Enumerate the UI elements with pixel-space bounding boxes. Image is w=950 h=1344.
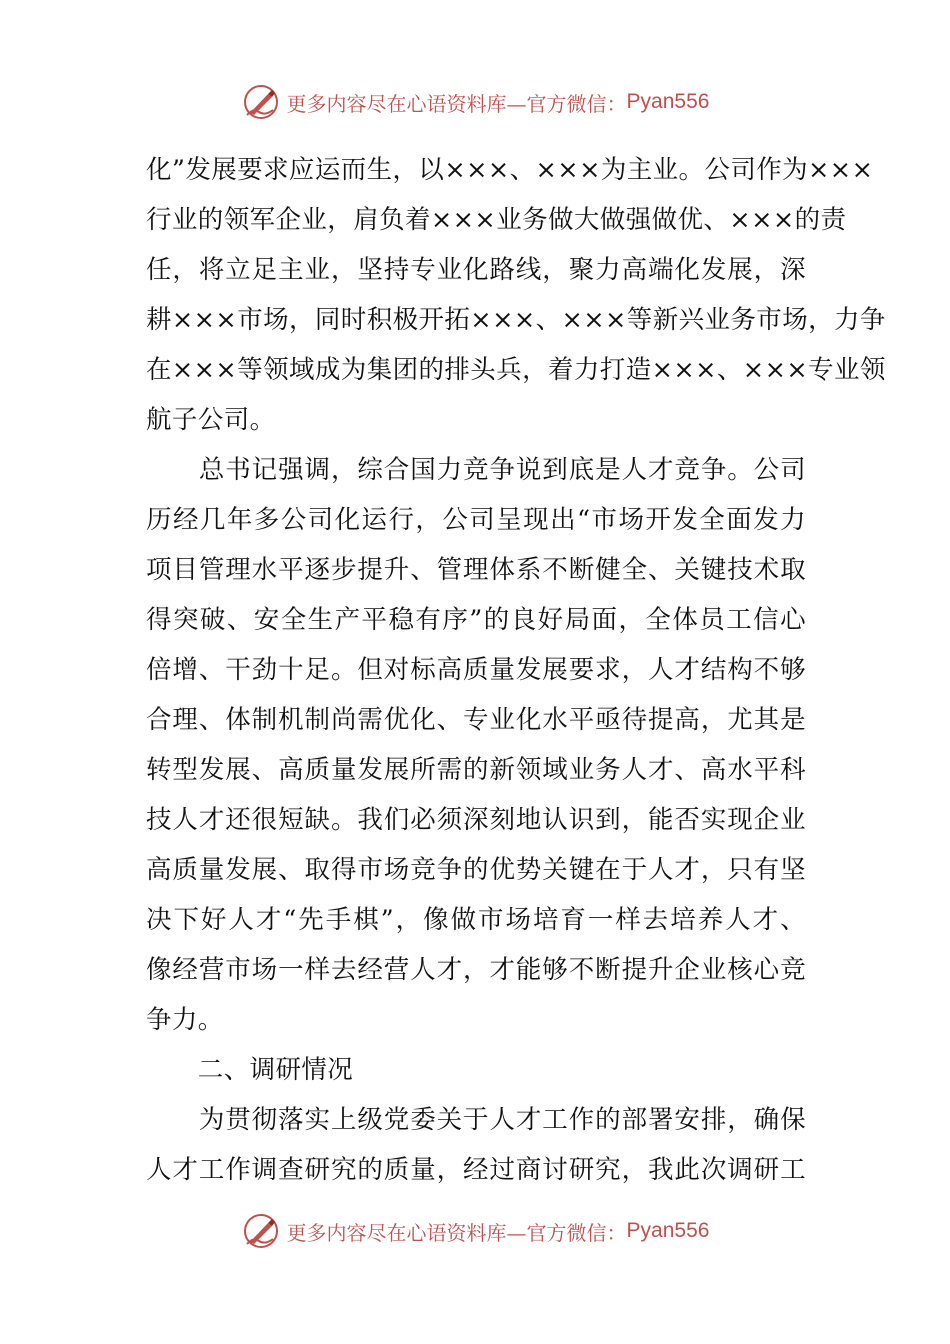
text-line: 转型发展、高质量发展所需的新领域业务人才、高水平科 [146, 755, 806, 785]
text-line: 总书记强调，综合国力竞争说到底是人才竞争。公司 [146, 455, 806, 485]
text-line: 为贯彻落实上级党委关于人才工作的部署安排，确保 [146, 1105, 806, 1135]
text-line: 高质量发展、取得市场竞争的优势关键在于人才，只有坚 [146, 855, 806, 885]
text-line: 历经几年多公司化运行，公司呈现出“市场开发全面发力 [146, 505, 806, 535]
text-line: 倍增、干劲十足。但对标高质量发展要求，人才结构不够 [146, 655, 806, 685]
header-watermark [0, 80, 950, 124]
section-heading: 二、调研情况 [146, 1055, 354, 1085]
text-line: 任，将立足主业，坚持专业化路线，聚力高端化发展，深 [146, 255, 806, 285]
pen-logo-icon [241, 1211, 281, 1251]
text-line: 像经营市场一样去经营人才，才能够不断提升企业核心竞 [146, 955, 806, 985]
text-line: 争力。 [146, 1005, 224, 1035]
text-line: 合理、体制机制尚需优化、专业化水平亟待提高，尤其是 [146, 705, 806, 735]
watermark-wechat-id: Pyan556 [626, 1219, 710, 1242]
footer-watermark [0, 1209, 950, 1253]
text-line: 得突破、安全生产平稳有序”的良好局面，全体员工信心 [146, 605, 806, 635]
text-line: 决下好人才“先手棋”，像做市场培育一样去培养人才、 [146, 905, 806, 935]
text-line: 航子公司。 [146, 405, 276, 435]
text-line: 项目管理水平逐步提升、管理体系不断健全、关键技术取 [146, 555, 806, 585]
watermark-wechat-id: Pyan556 [626, 90, 710, 113]
text-line: 人才工作调查研究的质量，经过商讨研究，我此次调研工 [146, 1155, 806, 1185]
watermark-text: 更多内容尽在心语资料库—官方微信： [286, 91, 627, 116]
text-line: 化”发展要求应运而生，以×××、×××为主业。公司作为××× [146, 155, 874, 185]
watermark-text: 更多内容尽在心语资料库—官方微信： [286, 1220, 627, 1245]
pen-logo-icon [241, 82, 281, 122]
text-line: 行业的领军企业，肩负着×××业务做大做强做优、×××的责 [146, 205, 847, 235]
document-body [146, 145, 886, 1195]
text-line: 在×××等领域成为集团的排头兵，着力打造×××、×××专业领 [146, 355, 886, 385]
text-line: 技人才还很短缺。我们必须深刻地认识到，能否实现企业 [146, 805, 806, 835]
text-line: 耕×××市场，同时积极开拓×××、×××等新兴业务市场，力争 [146, 305, 886, 335]
